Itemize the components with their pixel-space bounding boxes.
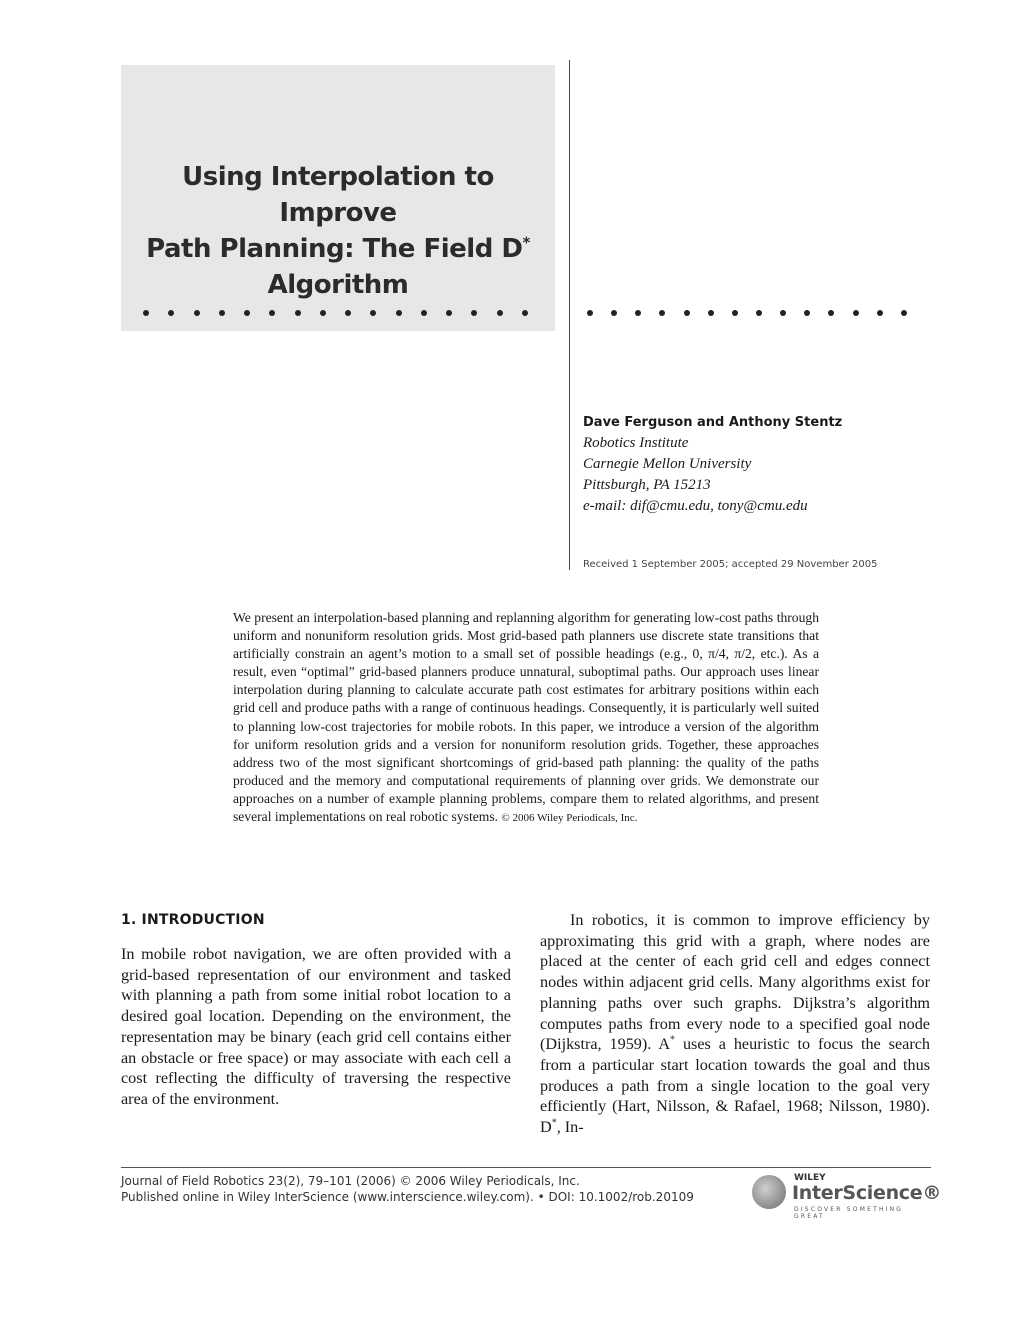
author-address: Pittsburgh, PA 15213 <box>583 477 711 493</box>
footer-citation <box>121 1173 761 1205</box>
author-block <box>583 412 923 517</box>
title-box <box>121 65 555 331</box>
received-dates: Received 1 September 2005; accepted 29 November 2005 <box>583 559 878 570</box>
author-university: Carnegie Mellon University <box>583 456 752 472</box>
abstract-text: We present an interpolation-based planning and replanning algorithm for generating low-cost paths through uniform and nonuniform resolution grids. Most grid-based path planners use discrete state transitions that artificially constrain an agent’s motion to a small set of possible headings (e.g., 0, π/4, π/2, etc.). As a result, even “optimal” grid-based planners produce unnatural, suboptimal paths. Our approach uses linear interpolation during planning to calculate accurate path cost estimates for arbitrary positions within each grid cell and produce paths with a range of continuous headings. Consequently, it is particularly well suited to planning low-cost trajectories for mobile robots. In this paper, we introduce a version of the algorithm for uniform resolution grids and a version for nonuniform resolution grids. Together, these approaches address two of the most significant shortcomings of grid-based path planning: the quality of the paths produced and the memory and computational requirements of planning over grids. We demonstrate our approaches on a number of example planning problems, compare them to related algorithms, and present several implementations on real robotic systems. <box>233 610 819 825</box>
title-line-2: Path Planning: The Field D <box>146 234 523 264</box>
footer-published-line[interactable]: Published online in Wiley InterScience (www.interscience.wiley.com). • DOI: 10.1002/rob.20109 <box>121 1190 694 1204</box>
footer-journal-line: Journal of Field Robotics 23(2), 79–101 (2006) © 2006 Wiley Periodicals, Inc. <box>121 1174 580 1188</box>
author-names: Dave Ferguson and Anthony Stentz <box>583 415 843 430</box>
globe-icon <box>752 1175 786 1209</box>
title-line-1: Using Interpolation to Improve <box>182 162 494 228</box>
vertical-rule <box>569 60 570 570</box>
para-2-part-b: uses a heuristic to focus the search from a particular start location towards the goal and thus produces a path from a single location to the goal very efficiently (Hart, Nilsson, & Rafael, 1968; Nilsson, 1980). D <box>540 1035 930 1137</box>
abstract-copyright: © 2006 Wiley Periodicals, Inc. <box>501 812 638 825</box>
author-institute: Robotics Institute <box>583 435 689 451</box>
para-2-part-a: In robotics, it is common to improve efficiency by approximating this grid with a graph, where nodes are placed at the center of each grid cell and edges connect nodes within adjacent grid cells. Many algorithms exist for planning paths over such graphs. Dijkstra’s algorithm computes paths from every node to a specified goal node (Dijkstra, 1959). A <box>540 911 930 1054</box>
author-email[interactable]: e-mail: dif@cmu.edu, tony@cmu.edu <box>583 498 808 514</box>
logo-tagline: DISCOVER SOMETHING GREAT <box>794 1206 904 1220</box>
para-2-part-c: , In- <box>556 1118 584 1137</box>
logo-wiley-text: WILEY <box>794 1173 826 1183</box>
astar-superscript: * <box>670 1034 676 1046</box>
dstar-superscript: * <box>551 1117 557 1129</box>
section-heading: 1. INTRODUCTION <box>121 912 265 928</box>
paper-title <box>121 159 555 303</box>
footer-rule <box>121 1167 931 1168</box>
right-column <box>540 910 930 1138</box>
logo-brand-text: InterScience® <box>792 1182 942 1204</box>
intro-paragraph-1: In mobile robot navigation, we are often provided with a grid-based representation of our environment and tasked with planning a path from some initial robot location to a desired goal location. Depending on the environment, the representation may be binary (each grid cell contains either an obstacle or free space) or may associate with each cell a cost reflecting the difficulty of traversing the respective area of the environment. <box>121 945 511 1108</box>
dot-row-right <box>587 310 907 322</box>
interscience-logo[interactable] <box>752 1173 942 1220</box>
dot-row-left <box>143 310 528 322</box>
title-line-3: Algorithm <box>267 270 409 300</box>
left-column <box>121 944 511 1110</box>
intro-paragraph-2 <box>540 910 930 1138</box>
title-superscript: * <box>522 233 530 252</box>
abstract <box>233 609 819 827</box>
